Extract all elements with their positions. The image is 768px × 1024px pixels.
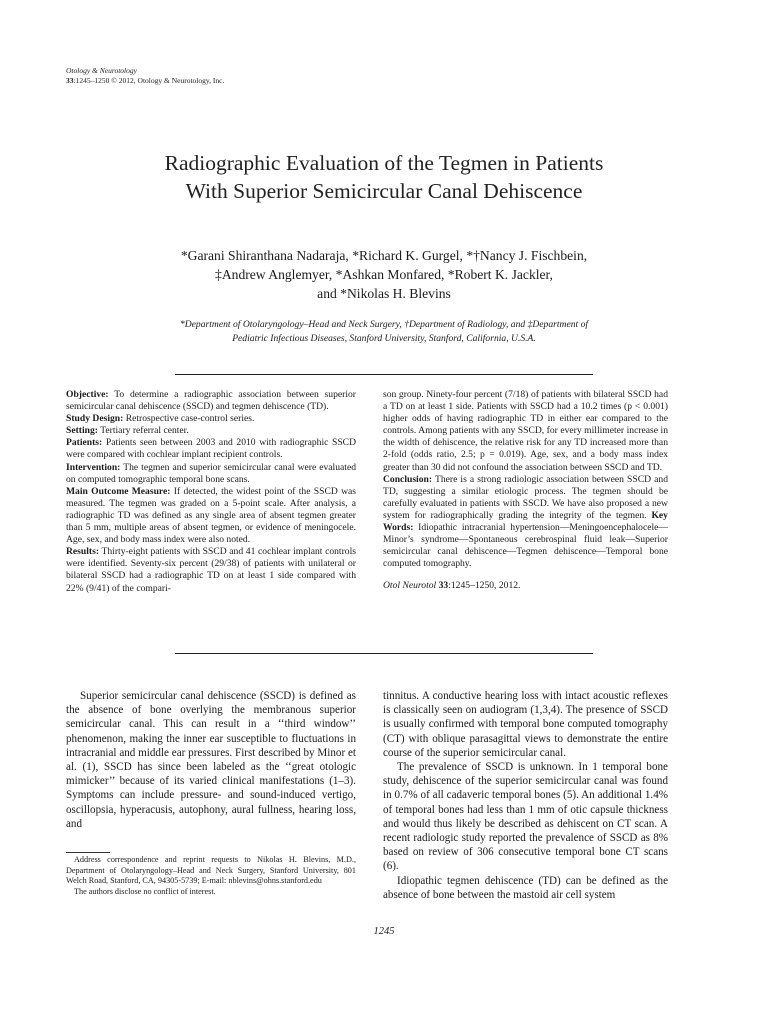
intervention-label: Intervention: <box>66 461 121 473</box>
abstract-patients <box>66 437 356 461</box>
abstract-top-rule <box>175 374 593 375</box>
patients-text: Patients seen between 2003 and 2010 with radiographic SSCD were compared with cochlear implant recipient controls. <box>66 437 356 461</box>
body-paragraph: tinnitus. A conductive hearing loss with intact acoustic reflexes is classically seen on audiogram (1,3,4). The presence of SSCD is usually confirmed with temporal bone computed tomography (CT) with oblique parasagittal views to demonstrate the entire course of the superior semicircular canal. <box>383 690 668 759</box>
design-text: Retrospective case-control series. <box>123 413 255 425</box>
title-line: With Superior Semicircular Canal Dehiscence <box>185 179 583 203</box>
abstract-bottom-rule <box>175 653 593 654</box>
conclusion-text: There is a strong radiologic association between SSCD and TD, suggesting a similar etiologic process. The tegmen should be carefully evaluated in patients with SSCD. We have also proposed a new system for radiographically grading the integrity of the tegmen. <box>383 473 668 521</box>
abstract-right-column <box>383 389 668 593</box>
abstract-intervention <box>66 462 356 486</box>
article-title <box>0 149 768 205</box>
author-line: ‡Andrew Anglemyer, *Ashkan Monfared, *Robert K. Jackler, <box>215 267 553 282</box>
outcome-label: Main Outcome Measure: <box>66 485 171 497</box>
journal-name: Otology & Neurotology <box>66 66 137 75</box>
outcome-text: If detected, the widest point of the SSCD was measured. The tegmen was graded on a 5-point scale. After analysis, a radiographic TD was defined as any single area of absent tegmen greater than 5 mm, multiple areas of absent tegmen, or evidence of meningocele. Age, sex, and body mass index were also noted. <box>66 485 356 546</box>
intervention-text: The tegmen and superior semicircular canal were evaluated on computed tomographic temporal bone scans. <box>66 461 356 485</box>
page-number: 1245 <box>373 926 395 937</box>
journal-volume-info <box>66 76 224 86</box>
body-paragraph: The prevalence of SSCD is unknown. In 1 temporal bone study, dehiscence of the superior semicircular canal was found in 0.7% of all cadaveric temporal bones (5). An additional 1.4% of temporal bones had less than 1 mm of otic capsule thickness and would thus likely be described as dehiscent on CT scan. A recent radiologic study reported the prevalence of SSCD as 8% based on review of 306 consecutive temporal bone CT scans (6). <box>383 761 668 873</box>
setting-label: Setting: <box>66 425 98 437</box>
journal-header <box>66 66 224 86</box>
footnote-rule <box>66 852 110 853</box>
keywords-text: Idiopathic intracranial hypertension—Meningoencephalocele—Minor’s syndrome—Spontaneous cerebrospinal fluid leak—Superior semicircular canal dehiscence—Tegmen dehiscence—Temporal bone computed tomography. <box>383 522 668 570</box>
objective-text: To determine a radiographic association between superior semicircular canal dehiscence (SSCD) and tegmen dehiscence (TD). <box>66 389 356 413</box>
abstract-outcome <box>66 486 356 546</box>
body-paragraph: Idiopathic tegmen dehiscence (TD) can be defined as the absence of bone between the mastoid air cell system <box>383 874 668 901</box>
citation-journal: Otol Neurotol <box>383 580 437 592</box>
affiliation-line: *Department of Otolaryngology–Head and Neck Surgery, †Department of Radiology, and ‡Department of <box>179 319 589 330</box>
results-label: Results: <box>66 546 100 558</box>
abstract-design <box>66 413 356 425</box>
footnote <box>66 855 356 897</box>
author-line: and *Nikolas H. Blevins <box>317 286 451 301</box>
abstract-left-column <box>66 389 356 595</box>
affiliations <box>0 318 768 346</box>
title-line: Radiographic Evaluation of the Tegmen in Patients <box>164 151 604 175</box>
citation-pages: :1245–1250, 2012. <box>448 580 521 592</box>
footnote-disclosure: The authors disclose no conflict of interest. <box>74 886 216 896</box>
affiliation-line: Pediatric Infectious Diseases, Stanford University, Stanford, California, U.S.A. <box>232 333 536 344</box>
abstract-objective <box>66 389 356 413</box>
abstract-citation <box>383 580 668 592</box>
author-line: *Garani Shiranthana Nadaraja, *Richard K. Gurgel, *†Nancy J. Fischbein, <box>180 248 588 263</box>
abstract-results-continued: son group. Ninety-four percent (7/18) of patients with bilateral SSCD had a TD on at least 1 side. Patients with SSCD had a 10.2 times (p < 0.001) higher odds of having radiographic TD in either ear compared to the controls. Among patients with any SSCD, for every millimeter increase in the width of dehiscence, the relative risk for any TD increased more than 2-fold (odds ratio, 2.5; p = 0.019). Age, sex, and a body mass index greater than 30 did not confound the association between SSCD and TD. <box>383 389 668 473</box>
results-text: Thirty-eight patients with SSCD and 41 cochlear implant controls were identified. Seventy-six percent (29/38) of patients with unilateral or bilateral SSCD had a radiographic TD on at least 1 side compared with 22% (9/41) of the compari- <box>66 546 356 594</box>
body-paragraph: Superior semicircular canal dehiscence (SSCD) is defined as the absence of bone overlying the membranous superior semicircular canal. This can result in a ‘‘third window’’ phenomenon, making the inner ear susceptible to fluctuations in intracranial and middle ear pressures. First described by Minor et al. (1), SSCD has since been labeled as the ‘‘great otologic mimicker’’ because of its varied clinical manifestations (1–3). Symptoms can include pressure- and sound-induced vertigo, oscillopsia, hyperacusis, autophony, aural fullness, hearing loss, and <box>66 690 356 830</box>
patients-label: Patients: <box>66 437 103 449</box>
abstract-results <box>66 546 356 594</box>
body-right-column <box>383 689 668 902</box>
journal-volume: 33 <box>66 76 74 85</box>
abstract-setting <box>66 425 356 437</box>
conclusion-label: Conclusion: <box>383 473 433 485</box>
abstract-conclusion <box>383 474 668 571</box>
journal-info: :1245–1250 © 2012, Otology & Neurotology, Inc. <box>73 76 225 85</box>
keywords-label: Key Words: <box>383 509 668 534</box>
setting-text: Tertiary referral center. <box>97 425 189 437</box>
citation-volume: 33 <box>438 580 449 592</box>
footnote-correspondence: Address correspondence and reprint requests to Nikolas H. Blevins, M.D., Department of Otolaryngology–Head and Neck Surgery, Stanford University, 801 Welch Road, Stanford, CA, 94305-5739; E-mail: nblevins@ohns.stanford.edu <box>66 855 356 886</box>
design-label: Study Design: <box>66 413 124 425</box>
author-list <box>0 246 768 303</box>
objective-label: Objective: <box>66 389 109 400</box>
body-left-column <box>66 689 356 831</box>
